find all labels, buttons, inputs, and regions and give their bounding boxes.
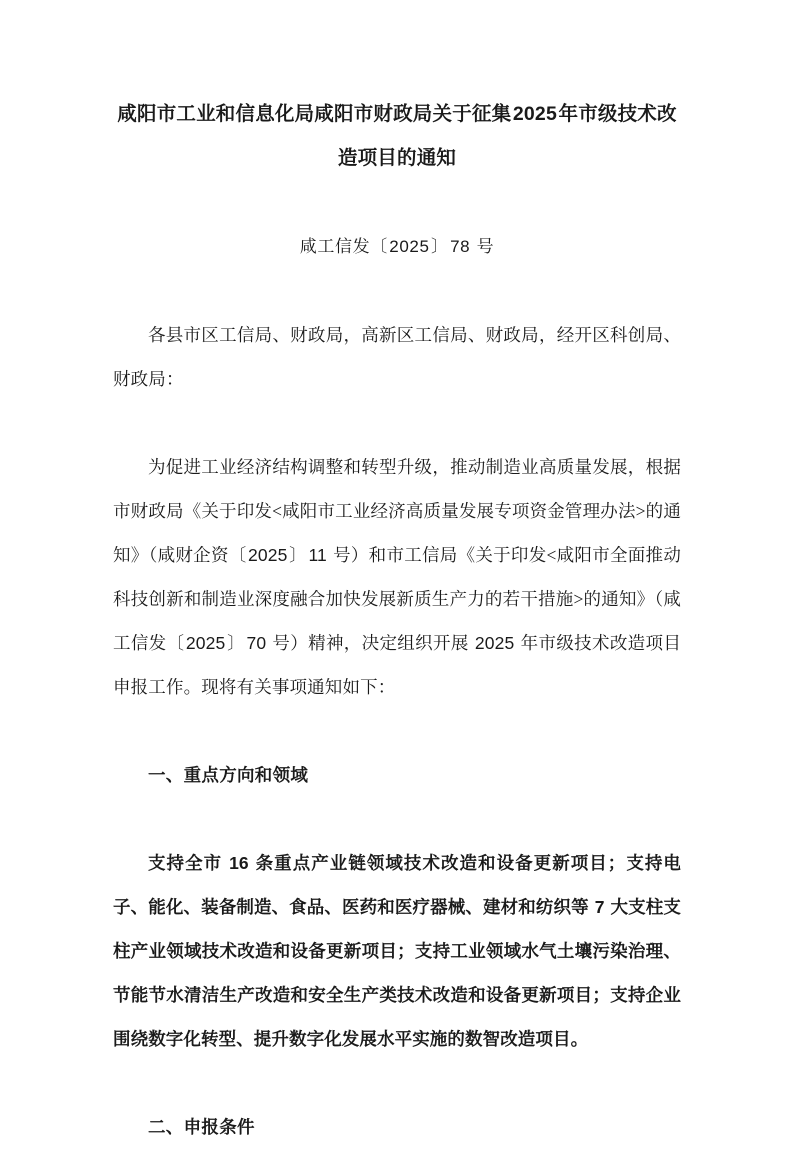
document-title: 咸阳市工业和信息化局咸阳市财政局关于征集2025年市级技术改造项目的通知 <box>117 103 677 169</box>
numeric-token: 2025 <box>474 633 515 653</box>
section-body-1: 支持全市 16 条重点产业链领域技术改造和设备更新项目；支持电子、能化、装备制造、食品、医药和医疗器械、建材和纺织等 7 大支柱支柱产业领域技术改造和设备更新项目；支持工业领域水气土壤污染治理、节能节水清洁生产改造和安全生产类技术改造和设备更新项目；支持企业围绕数字化转型、提升数字化发展水平实施的数智改造项目。 <box>113 853 682 1049</box>
section-heading-1: 一、重点方向和领域 <box>148 765 309 785</box>
intro-paragraph: 为促进工业经济结构调整和转型升级，推动制造业高质量发展，根据市财政局《关于印发<咸阳市工业经济高质量发展专项资金管理办法>的通知》（咸财企资〔2025〕11 号）和市工信局《关于印发<咸阳市全面推动科技创新和制造业深度融合加快发展新质生产力的若干措施>的通知》（咸工信发〔2025〕70 号）精神，决定组织开展 2025 年市级技术改造项目申报工作。现将有关事项通知如下： <box>113 457 682 697</box>
numeric-token: 2025 <box>512 103 557 125</box>
numeric-token: 7 <box>594 897 605 917</box>
numeric-token: 2025 <box>185 633 226 653</box>
numeric-token: 2025 <box>389 237 430 256</box>
document-body <box>113 0 681 1149</box>
recipients-line: 各县市区工信局、财政局，高新区工信局、财政局，经开区科创局、财政局： <box>113 325 681 389</box>
document-number: 咸工信发〔2025〕78 号 <box>299 237 495 256</box>
numeric-token: 70 <box>246 633 267 653</box>
numeric-token: 16 <box>229 853 249 873</box>
section-heading-2: 二、申报条件 <box>148 1117 255 1137</box>
numeric-token: 78 <box>450 237 471 256</box>
numeric-token: 2025 <box>248 545 288 565</box>
numeric-token: 11 <box>308 545 327 565</box>
